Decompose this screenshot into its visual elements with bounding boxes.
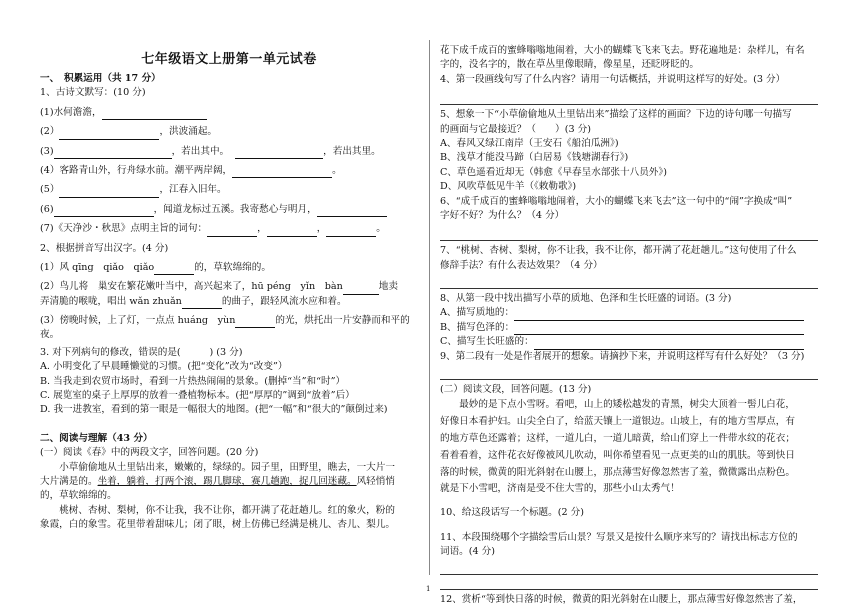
q3-option-b: B. 当我走到农贸市场时，看到一片热热闹闹的景象。(删掉“当”和“时”）: [40, 375, 346, 387]
answer-blank[interactable]: [326, 225, 376, 237]
page-title: 七年级语文上册第一单元试卷: [141, 52, 317, 67]
q1-item-5: [40, 183, 418, 197]
q8-b-label: B、描写色泽的：: [440, 321, 515, 333]
passage-3-line: 好像日本看护妇。山尖全白了，给蓝天镶上一道银边。山坡上，有的地方雪厚点，有: [440, 416, 795, 428]
q1-2-label: (2）: [40, 126, 60, 138]
answer-blank[interactable]: [235, 147, 323, 159]
question-2: 2、根据拼音写出汉字。(4 分): [40, 242, 169, 254]
passage-text: 风轻悄悄: [356, 475, 395, 487]
passage-2-line: 桃树、杏树、梨树，你不让我，我不让你，都开满了花赶趟儿。红的象火，粉的: [59, 504, 395, 516]
q1-item-1: [40, 106, 418, 120]
right-column: [440, 44, 818, 608]
answer-blank[interactable]: [343, 283, 379, 295]
answer-blank[interactable]: [102, 108, 207, 120]
q8-item-b: [440, 321, 818, 335]
q8-c-label: C、描写生长旺盛的：: [440, 336, 534, 348]
passage-1-line: 小草偷偷地从土里钻出来，嫩嫩的，绿绿的。园子里，田野里，瞧去，一大片一: [59, 461, 395, 473]
q1-item-4: [40, 164, 418, 178]
answer-blank[interactable]: [182, 297, 222, 309]
q1-3-text: ，若出其中。: [171, 145, 230, 157]
q2-2-text-d: 的曲子，跟轻风流水应和着。: [221, 295, 347, 307]
answer-blank[interactable]: [534, 338, 804, 350]
question-8: 8、从第一段中找出描写小草的质地、色泽和生长旺盛的词语。(3 分): [440, 293, 732, 305]
q5-option-c: C、草色遥看近却无（韩愈《早春呈水部张十八员外》): [440, 166, 667, 178]
q1-4-end: 。: [332, 164, 342, 176]
q5-option-a: A、春风又绿江南岸（王安石《船泊瓜洲》): [440, 137, 619, 149]
q2-3-text: (3）傍晚时候，上了灯，一点点 huáng yùn: [40, 315, 236, 327]
q2-item-3: [40, 314, 418, 328]
answer-blank[interactable]: [514, 309, 804, 321]
q1-3-label: (3): [40, 145, 54, 157]
answer-line[interactable]: [440, 93, 818, 105]
q3-option-a: A. 小明变化了早晨睡懒觉的习惯。(把“变化”改为“改变”）: [40, 361, 288, 373]
q5-option-d: D、风吹草低见牛羊（《敕勒歌》): [440, 181, 577, 193]
question-4: 4、第一段画线句写了什么内容？请用一句话概括，并说明这样写的好处。(3 分）: [440, 73, 786, 85]
q2-item-2-cont: [40, 295, 418, 309]
answer-line[interactable]: [440, 563, 818, 575]
q3-option-c: C. 展览室的桌子上厚厚的放着一叠植物标本。(把“厚厚的”调到“放着”后）: [40, 390, 355, 402]
answer-blank[interactable]: [235, 316, 275, 328]
question-5: 5、想象一下“小草偷偷地从土里钻出来”描绘了这样的画面？下边的诗句哪一句描写: [440, 109, 792, 121]
q1-item-2: [40, 125, 418, 139]
q8-item-c: [440, 335, 818, 349]
passage-3-line: 就是下小雪吧，济南是受不住大雪的，那些小山太秀气！: [440, 483, 680, 495]
answer-blank[interactable]: [154, 263, 194, 275]
q1-item-7: (7)《天净沙・秋思》点明主旨的词句： ， ， 。: [40, 222, 418, 236]
answer-blank[interactable]: [232, 166, 332, 178]
passage-3-line: 最妙的是下点小雪呀。看吧，山上的矮松越发的青黑，树尖大顶着一髻儿白花，: [459, 399, 795, 411]
question-11: 11、本段围绕哪个字描绘雪后山景？写景又是按什么顺序来写的？请找出标志方位的: [440, 531, 798, 543]
question-7-cont: 修辞手法？有什么表达效果？（4 分）: [440, 259, 603, 271]
q1-6-label: (6): [40, 203, 54, 215]
answer-blank[interactable]: [267, 225, 317, 237]
question-10: 10、给这段话写一个标题。(2 分): [440, 507, 584, 519]
answer-blank[interactable]: [514, 323, 804, 335]
question-9: 9、第二段有一处是作者展开的想象。请摘抄下来，并说明这样写有什么好处？（3 分): [440, 350, 805, 362]
q1-7-end: 。: [376, 223, 386, 235]
column-divider: [429, 40, 430, 575]
question-11-cont: 词语。(4 分): [440, 545, 496, 557]
answer-blank[interactable]: [54, 147, 172, 159]
question-1: 1、古诗文默写：(10 分): [40, 87, 146, 99]
passage-2-line-2: 象霞，白的象雪。花里带着甜味儿；闭了眼，树上仿佛已经满是桃儿、杏儿、梨儿。: [40, 519, 395, 531]
q1-3-text-b: ，若出其里。: [323, 145, 381, 157]
q2-2-text-b: 地卖: [378, 281, 398, 293]
reading-2-intro: (二）阅读文段，回答问题。(13 分): [440, 384, 592, 396]
q2-3-text-b: 的光，烘托出一片安静而和平的: [275, 315, 410, 327]
answer-blank[interactable]: [59, 128, 159, 140]
answer-blank[interactable]: [207, 225, 257, 237]
passage-text: 大片满是的。: [40, 475, 98, 487]
q1-7-text: (7)《天净沙・秋思》点明主旨的词句：: [40, 223, 208, 235]
passage-cont-line-2: 字的，没名字的，散在草丛里像眼睛，像星星，还眨呀眨的。: [440, 59, 700, 71]
underlined-sentence: 坐着，躺着，打两个滚，踢几脚球，赛几趟跑，捉几回迷藏。: [97, 475, 357, 487]
q1-2-text: ，洪波涌起。: [159, 126, 218, 138]
q1-item-3: [40, 145, 418, 159]
answer-line[interactable]: [440, 368, 818, 380]
answer-line[interactable]: [440, 578, 818, 590]
left-column: [40, 72, 418, 533]
q5-option-b: B、浅草才能没马蹄（白居易《钱塘湖春行》): [440, 152, 629, 164]
answer-line[interactable]: [440, 229, 818, 241]
page-number: 1: [426, 585, 431, 593]
answer-blank[interactable]: [317, 205, 387, 217]
passage-1-line-3: 的，草软绵绵的。: [40, 490, 117, 502]
section-1-heading: 一、 积累运用（共 17 分）: [40, 73, 161, 84]
q2-item-2: [40, 280, 418, 294]
q1-6-text: ，闻道龙标过五溪。我寄愁心与明月，: [153, 203, 317, 215]
passage-1-line-2: [40, 475, 418, 489]
q2-2-text-c: 弄清脆的喉咙，唱出 wǎn zhuǎn: [40, 295, 182, 307]
passage-3-line: 落的时候，微黄的阳光斜射在山腰上，那点薄雪好像忽然害了羞，微微露出点粉色。: [440, 466, 795, 478]
answer-blank[interactable]: [59, 186, 159, 198]
q8-a-label: A、描写质地的：: [440, 307, 515, 319]
q8-item-a: [440, 306, 818, 320]
question-6-cont: 字好不好？为什么？（4 分）: [440, 209, 565, 221]
passage-3-line: 的地方草色还露着；这样，一道儿白，一道儿暗黄，给山们穿上一件带水纹的花衣；: [440, 432, 795, 444]
answer-line[interactable]: [440, 277, 818, 289]
q3-option-d: D. 我一进教室，看到的第一眼是一幅很大的地图。(把“一幅”和“很大的”颠倒过来): [40, 404, 388, 416]
question-3: 3. 对下列病句的修改，错误的是( ) (3 分): [40, 346, 243, 358]
reading-1-intro: (一）阅读《春》中的两段文字，回答问题。(20 分): [40, 447, 259, 459]
q1-4-text: (4）客路青山外，行舟绿水前。潮平两岸阔，: [40, 164, 233, 176]
question-12: 12、赏析“等到快日落的时候，微黄的阳光斜射在山腰上，那点薄雪好像忽然害了羞，: [440, 594, 803, 606]
q1-item-6: [40, 203, 418, 217]
q2-1-text: 的，草软绵绵的。: [194, 261, 271, 273]
q1-5-text: ，江春入旧年。: [159, 184, 227, 196]
question-6: 6、“成千成百的蜜蜂嗡嗡地闹着，大小的蝴蝶飞来飞去”这一句中的“闹”字换成“叫”: [440, 195, 793, 207]
q1-1-text: (1)水何澹澹，: [40, 106, 102, 118]
answer-blank[interactable]: [54, 205, 154, 217]
q2-item-3-cont: 夜。: [40, 329, 60, 341]
question-5-cont: 的画面与它最接近？（ ）(3 分): [440, 123, 591, 135]
q2-1-pinyin: (1）风 qīng qiǎo qiǎo: [40, 261, 155, 273]
q2-item-1: [40, 261, 418, 275]
section-2-heading: 二、阅读与理解（43 分）: [40, 432, 153, 444]
passage-3-line: 看着看着，这件花衣好像被风儿吹动，叫你希望看见一点更美的山的肌肤。等到快日: [440, 449, 795, 461]
q2-2-text: (2）鸟儿将 巢安在繁花嫩叶当中，高兴起来了，hū péng yǐn bàn: [40, 281, 343, 293]
passage-cont-line: 花下成千成百的蜜蜂嗡嗡地闹着，大小的蝴蝶飞飞来飞去。野花遍地是：杂样儿，有名: [440, 45, 805, 56]
question-7: 7、“桃树、杏树、梨树，你不让我，我不让你，都开满了花赶趟儿。”这句使用了什么: [440, 245, 797, 257]
q1-5-label: (5）: [40, 184, 60, 196]
